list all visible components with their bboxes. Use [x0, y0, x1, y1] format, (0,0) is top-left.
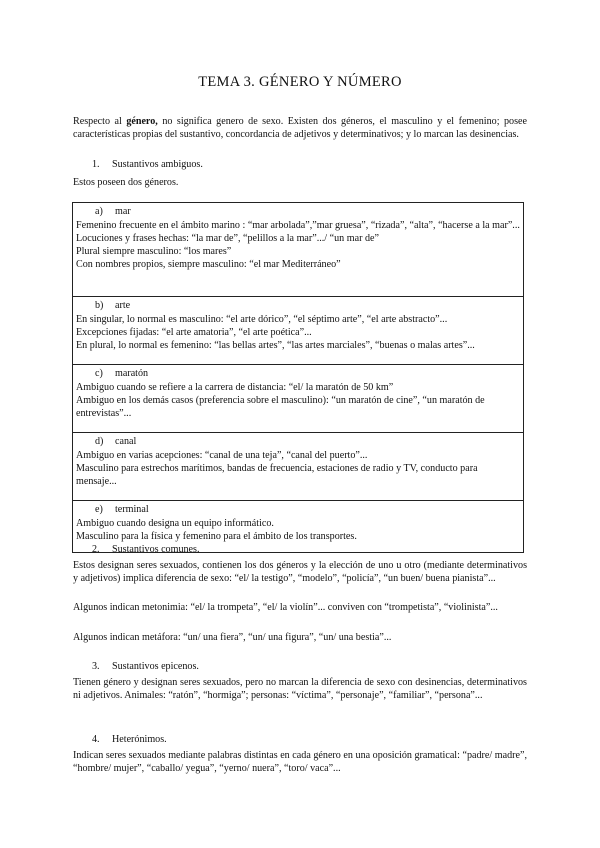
section-4-title: Heterónimos. [112, 734, 167, 745]
table-line: Plural siempre masculino: “los mares” [76, 246, 232, 257]
table-line: En plural, lo normal es femenino: “las bellas artes”, “las artes marciales”, “buenas o malas artes”... [76, 340, 475, 351]
table-line: Excepciones fijadas: “el arte amatoria”, “el arte poética”... [76, 327, 312, 338]
table-line: Con nombres propios, siempre masculino: “el mar Mediterráneo” [76, 259, 341, 270]
section-4-number: 4. [92, 734, 100, 745]
cell-word: arte [115, 300, 131, 311]
page-title: TEMA 3. GÉNERO Y NÚMERO [198, 74, 402, 90]
section-3-paragraph: Tienen género y designan seres sexuados, pero no marcan la diferencia de sexo con desinencias, determinativos ni adjetivos. Animales: “ratón”, “hormiga”; personas: “víctima”, “personaje”, “familiar”, “persona”... [73, 677, 527, 701]
section-1-heading [92, 158, 203, 171]
table-cell-heading [76, 205, 520, 218]
table-cell-maraton [73, 365, 523, 433]
ambiguous-nouns-table [72, 202, 524, 553]
cell-word: terminal [115, 504, 149, 515]
table-line: Femenino frecuente en el ámbito marino : “mar arbolada”,”mar gruesa”, “rizada”, “alta”, “hacerse a la mar”... [76, 220, 520, 231]
table-line: Ambiguo en los demás casos (preferencia sobre el masculino): “un maratón de cine”, “un maratón de entrevistas”... [76, 395, 485, 419]
table-cell-heading [76, 367, 520, 380]
section-2-paragraph-3: Algunos indican metáfora: “un/ una fiera”, “un/ una figura”, “un/ una bestia”... [73, 632, 392, 643]
section-3-number: 3. [92, 661, 100, 672]
section-3-title: Sustantivos epicenos. [112, 661, 199, 672]
table-cell-arte [73, 297, 523, 365]
table-cell-heading [76, 503, 520, 516]
intro-text-start: Respecto al [73, 116, 127, 127]
table-line: Masculino para la física y femenino para el ámbito de los transportes. [76, 531, 357, 542]
table-cell-canal [73, 433, 523, 501]
cell-word: maratón [115, 368, 149, 379]
section-3-heading [92, 660, 199, 673]
section-4-heading [92, 733, 167, 746]
section-2-heading [92, 543, 199, 556]
section-2-paragraph-2: Algunos indican metonimia: “el/ la trompeta”, “el/ la violín”... conviven con “trompetista”, “violinista”... [73, 602, 498, 613]
table-cell-mar [73, 203, 523, 297]
intro-paragraph [73, 115, 527, 141]
cell-letter: a) [95, 206, 103, 217]
section-2-title: Sustantivos comunes. [112, 544, 200, 555]
section-4-paragraph: Indican seres sexuados mediante palabras distintas en cada género en una oposición gramatical: “padre/ madre”, “hombre/ mujer”, “caballo/ yegua”, “yerno/ nuera”, “toro/ vaca”... [73, 750, 527, 774]
section-1-number: 1. [92, 159, 100, 170]
table-line: Ambiguo cuando designa un equipo informático. [76, 518, 274, 529]
cell-letter: c) [95, 368, 103, 379]
cell-word: mar [115, 206, 131, 217]
table-line: Ambiguo cuando se refiere a la carrera de distancia: “el/ la maratón de 50 km” [76, 382, 394, 393]
cell-word: canal [115, 436, 137, 447]
intro-text-rest: no significa genero de sexo. Existen dos géneros, el masculino y el femenino; posee características propias del sustantivo, concordancia de adjetivos y determinativos; y lo marcan las desinencias. [73, 116, 527, 140]
intro-bold-term: género, [126, 116, 158, 127]
section-2-number: 2. [92, 544, 100, 555]
cell-letter: b) [95, 300, 104, 311]
section-2-paragraph-1: Estos designan seres sexuados, contienen los dos géneros y la elección de uno u otro (mediante determinativos y adjetivos) implica diferencia de sexo: “el/ la testigo”, “modelo”, “policía”, “un buen/ buena pianista”... [73, 560, 527, 584]
cell-letter: e) [95, 504, 103, 515]
table-line: En singular, lo normal es masculino: “el arte dórico”, “el séptimo arte”, “el arte abstracto”... [76, 314, 448, 325]
cell-letter: d) [95, 436, 104, 447]
table-cell-heading [76, 435, 520, 448]
table-line: Ambiguo en varias acepciones: “canal de una teja”, “canal del puerto”... [76, 450, 368, 461]
section-1-title: Sustantivos ambiguos. [112, 159, 203, 170]
table-cell-heading [76, 299, 520, 312]
section-1-text: Estos poseen dos géneros. [73, 177, 179, 188]
table-line: Masculino para estrechos marítimos, bandas de frecuencia, estaciones de radio y TV, conducto para mensaje... [76, 463, 478, 487]
table-line: Locuciones y frases hechas: “la mar de”, “pelillos a la mar”.../ “un mar de” [76, 233, 379, 244]
